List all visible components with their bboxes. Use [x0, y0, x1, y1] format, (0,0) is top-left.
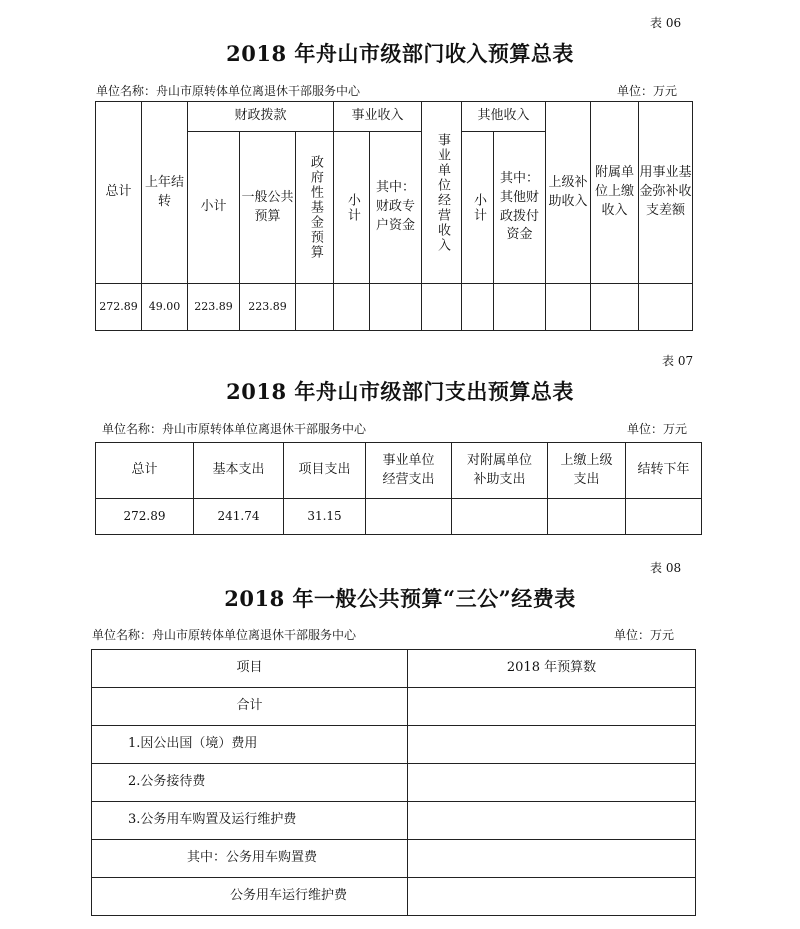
cell-affiliate-payment [591, 284, 639, 331]
row-vehicle-label: 3.公务用车购置及运行维护费 [92, 802, 408, 840]
header-business-expense: 事业单位经营支出 [366, 443, 452, 499]
header-other-subtotal: 小计 [462, 132, 494, 284]
unit-label-08: 单位：万元 [614, 628, 675, 642]
page-title-income: 2018 年舟山市级部门收入预算总表 [226, 41, 574, 66]
header-carry-forward: 结转下年 [626, 443, 702, 499]
expenditure-budget-table [95, 442, 702, 535]
cell-gov-fund [296, 284, 334, 331]
header-general-budget: 一般公共预算 [240, 132, 296, 284]
cell-affiliate-subsidy [452, 499, 548, 535]
cell-project: 31.15 [284, 499, 366, 535]
row-vehicle-value [408, 802, 696, 840]
row-reception-value [408, 764, 696, 802]
cell-basic: 241.74 [194, 499, 284, 535]
cell-total: 272.89 [96, 284, 142, 331]
header-superior-subsidy: 上级补助收入 [546, 102, 591, 284]
row-overseas-label: 1.因公出国（境）费用 [92, 726, 408, 764]
cell-career-subtotal [334, 284, 370, 331]
cell-other-fiscal [494, 284, 546, 331]
header-affiliate-subsidy: 对附属单位补助支出 [452, 443, 548, 499]
cell-total: 272.89 [96, 499, 194, 535]
row-reception-label: 2.公务接待费 [92, 764, 408, 802]
row-vehicle-maintenance-value [408, 878, 696, 916]
unit-label-06: 单位：万元 [617, 84, 678, 98]
unit-name-06: 单位名称：舟山市原转体单位离退休干部服务中心 [96, 84, 361, 98]
row-vehicle-purchase-label: 其中：公务用车购置费 [92, 840, 408, 878]
header-other-group: 其他收入 [462, 102, 546, 132]
header-career-special: 其中：财政专户资金 [370, 132, 422, 284]
header-item: 项目 [92, 650, 408, 688]
cell-fiscal-subtotal: 223.89 [188, 284, 240, 331]
cell-business-expense [366, 499, 452, 535]
table-tag-07: 表 07 [662, 354, 694, 368]
cell-carryover: 49.00 [142, 284, 188, 331]
unit-name-08: 单位名称：舟山市原转体单位离退休干部服务中心 [92, 628, 357, 642]
header-career-group: 事业收入 [334, 102, 422, 132]
header-gov-fund: 政府性基金预算 [296, 132, 334, 284]
header-fiscal-group: 财政拨款 [188, 102, 334, 132]
page-title-three-public: 2018 年一般公共预算“三公”经费表 [224, 586, 576, 611]
header-carryover: 上年结转 [142, 102, 188, 284]
header-total: 总计 [96, 443, 194, 499]
income-budget-table [95, 101, 693, 331]
row-total-value [408, 688, 696, 726]
row-overseas-value [408, 726, 696, 764]
cell-career-special [370, 284, 422, 331]
cell-carry-forward [626, 499, 702, 535]
cell-business-income [422, 284, 462, 331]
cell-general-budget: 223.89 [240, 284, 296, 331]
header-career-fund: 用事业基金弥补收支差额 [639, 102, 693, 284]
header-project: 项目支出 [284, 443, 366, 499]
table-tag-06: 表 06 [650, 16, 682, 30]
page-title-expenditure: 2018 年舟山市级部门支出预算总表 [226, 379, 574, 404]
header-career-subtotal: 小计 [334, 132, 370, 284]
cell-other-subtotal [462, 284, 494, 331]
cell-career-fund [639, 284, 693, 331]
header-total: 总计 [96, 102, 142, 284]
row-vehicle-purchase-value [408, 840, 696, 878]
header-other-fiscal: 其中：其他财政拨付资金 [494, 132, 546, 284]
header-basic: 基本支出 [194, 443, 284, 499]
row-total-label: 合计 [92, 688, 408, 726]
unit-label-07: 单位：万元 [627, 422, 688, 436]
header-budget: 2018 年预算数 [408, 650, 696, 688]
header-affiliate-payment: 附属单位上缴收入 [591, 102, 639, 284]
three-public-table [91, 649, 696, 916]
header-business-income: 事业单位经营收入 [422, 102, 462, 284]
header-fiscal-subtotal: 小计 [188, 132, 240, 284]
cell-superior-payment [548, 499, 626, 535]
table-tag-08: 表 08 [650, 561, 682, 575]
row-vehicle-maintenance-label: 公务用车运行维护费 [92, 878, 408, 916]
header-superior-payment: 上缴上级支出 [548, 443, 626, 499]
cell-superior-subsidy [546, 284, 591, 331]
unit-name-07: 单位名称：舟山市原转体单位离退休干部服务中心 [102, 422, 367, 436]
